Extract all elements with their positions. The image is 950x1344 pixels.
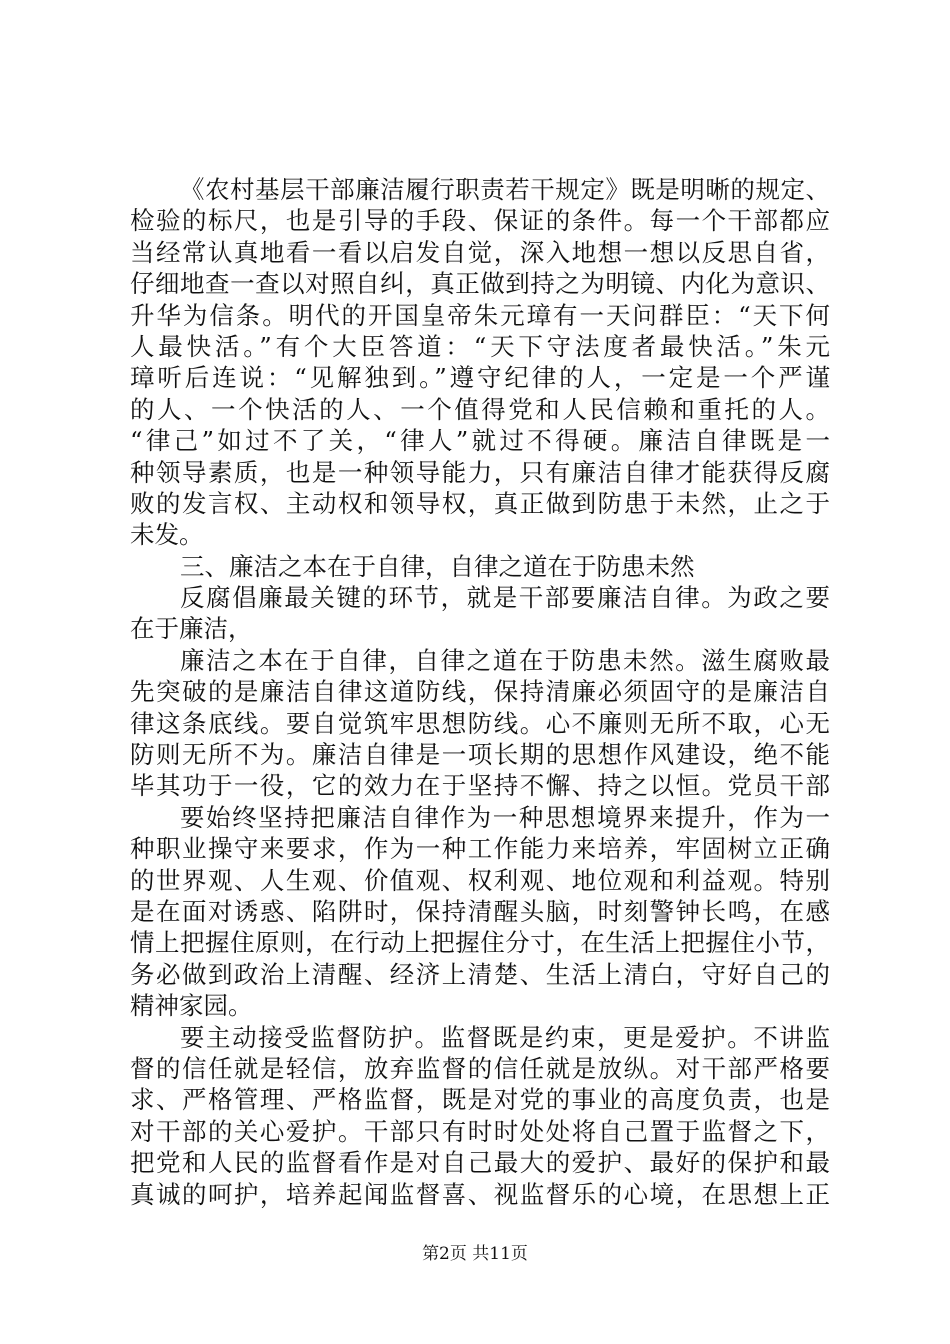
text-line: 种领导素质，也是一种领导能力，只有廉洁自律才能获得反腐 <box>130 457 830 487</box>
text-line: 要主动接受监督防护。监督既是约束，更是爱护。不讲监 <box>180 1022 830 1052</box>
text-line: “律己”如过不了关，“律人”就过不得硬。廉洁自律既是一 <box>130 426 830 456</box>
text-line: 毕其功于一役，它的效力在于坚持不懈、持之以恒。党员干部 <box>130 771 830 801</box>
text-line: 把党和人民的监督看作是对自己最大的爱护、最好的保护和最 <box>130 1148 830 1178</box>
text-line: 仔细地查一查以对照自纠，真正做到持之为明镜、内化为意识、 <box>130 269 830 299</box>
text-line: 种职业操守来要求，作为一种工作能力来培养，牢固树立正确 <box>130 834 830 864</box>
text-line: 廉洁之本在于自律，自律之道在于防患未然。滋生腐败最 <box>180 645 830 675</box>
text-line: 在于廉洁， <box>130 614 253 644</box>
text-line: 璋听后连说：“见解独到。”遵守纪律的人，一定是一个严谨 <box>130 363 830 393</box>
text-line: 反腐倡廉最关键的环节，就是干部要廉洁自律。为政之要 <box>180 583 830 613</box>
text-line: 律这条底线。要自觉筑牢思想防线。心不廉则无所不取，心无 <box>130 708 830 738</box>
text-line: 未发。 <box>130 520 204 550</box>
text-line: 对干部的关心爱护。干部只有时时处处将自己置于监督之下， <box>130 1116 830 1146</box>
text-line: 真诚的呵护，培养起闻监督喜、视监督乐的心境，在思想上正 <box>130 1179 830 1209</box>
section-heading: 三、廉洁之本在于自律，自律之道在于防患未然 <box>180 551 695 581</box>
text-line: 当经常认真地看一看以启发自觉，深入地想一想以反思自省， <box>130 237 830 267</box>
text-line: 败的发言权、主动权和领导权，真正做到防患于未然，止之于 <box>130 488 830 518</box>
text-line: 检验的标尺，也是引导的手段、保证的条件。每一个干部都应 <box>130 206 830 236</box>
text-line: 的人、一个快活的人、一个值得党和人民信赖和重托的人。 <box>130 394 830 424</box>
text-line: 《农村基层干部廉洁履行职责若干规定》既是明晰的规定、 <box>180 175 830 204</box>
text-line: 求、严格管理、严格监督，既是对党的事业的高度负责，也是 <box>130 1085 830 1115</box>
text-line: 督的信任就是轻信，放弃监督的信任就是放纵。对干部严格要 <box>130 1053 830 1083</box>
text-line: 升华为信条。明代的开国皇帝朱元璋有一天问群臣：“天下何 <box>130 300 830 330</box>
text-line: 人最快活。”有个大臣答道：“天下守法度者最快活。”朱元 <box>130 331 830 361</box>
text-line: 防则无所不为。廉洁自律是一项长期的思想作风建设，绝不能 <box>130 740 830 770</box>
text-line: 情上把握住原则，在行动上把握住分寸，在生活上把握住小节， <box>130 928 830 958</box>
text-line: 精神家园。 <box>130 991 253 1021</box>
text-line: 要始终坚持把廉洁自律作为一种思想境界来提升，作为一 <box>180 802 830 832</box>
text-line: 务必做到政治上清醒、经济上清楚、生活上清白，守好自己的 <box>130 959 830 989</box>
text-line: 先突破的是廉洁自律这道防线，保持清廉必须固守的是廉洁自 <box>130 677 830 707</box>
page-number-footer: 第2页 共11页 <box>422 1244 528 1264</box>
body-text <box>130 174 830 1210</box>
text-line: 的世界观、人生观、价值观、权利观、地位观和利益观。特别 <box>130 865 830 895</box>
text-line: 是在面对诱惑、陷阱时，保持清醒头脑，时刻警钟长鸣，在感 <box>130 896 830 926</box>
